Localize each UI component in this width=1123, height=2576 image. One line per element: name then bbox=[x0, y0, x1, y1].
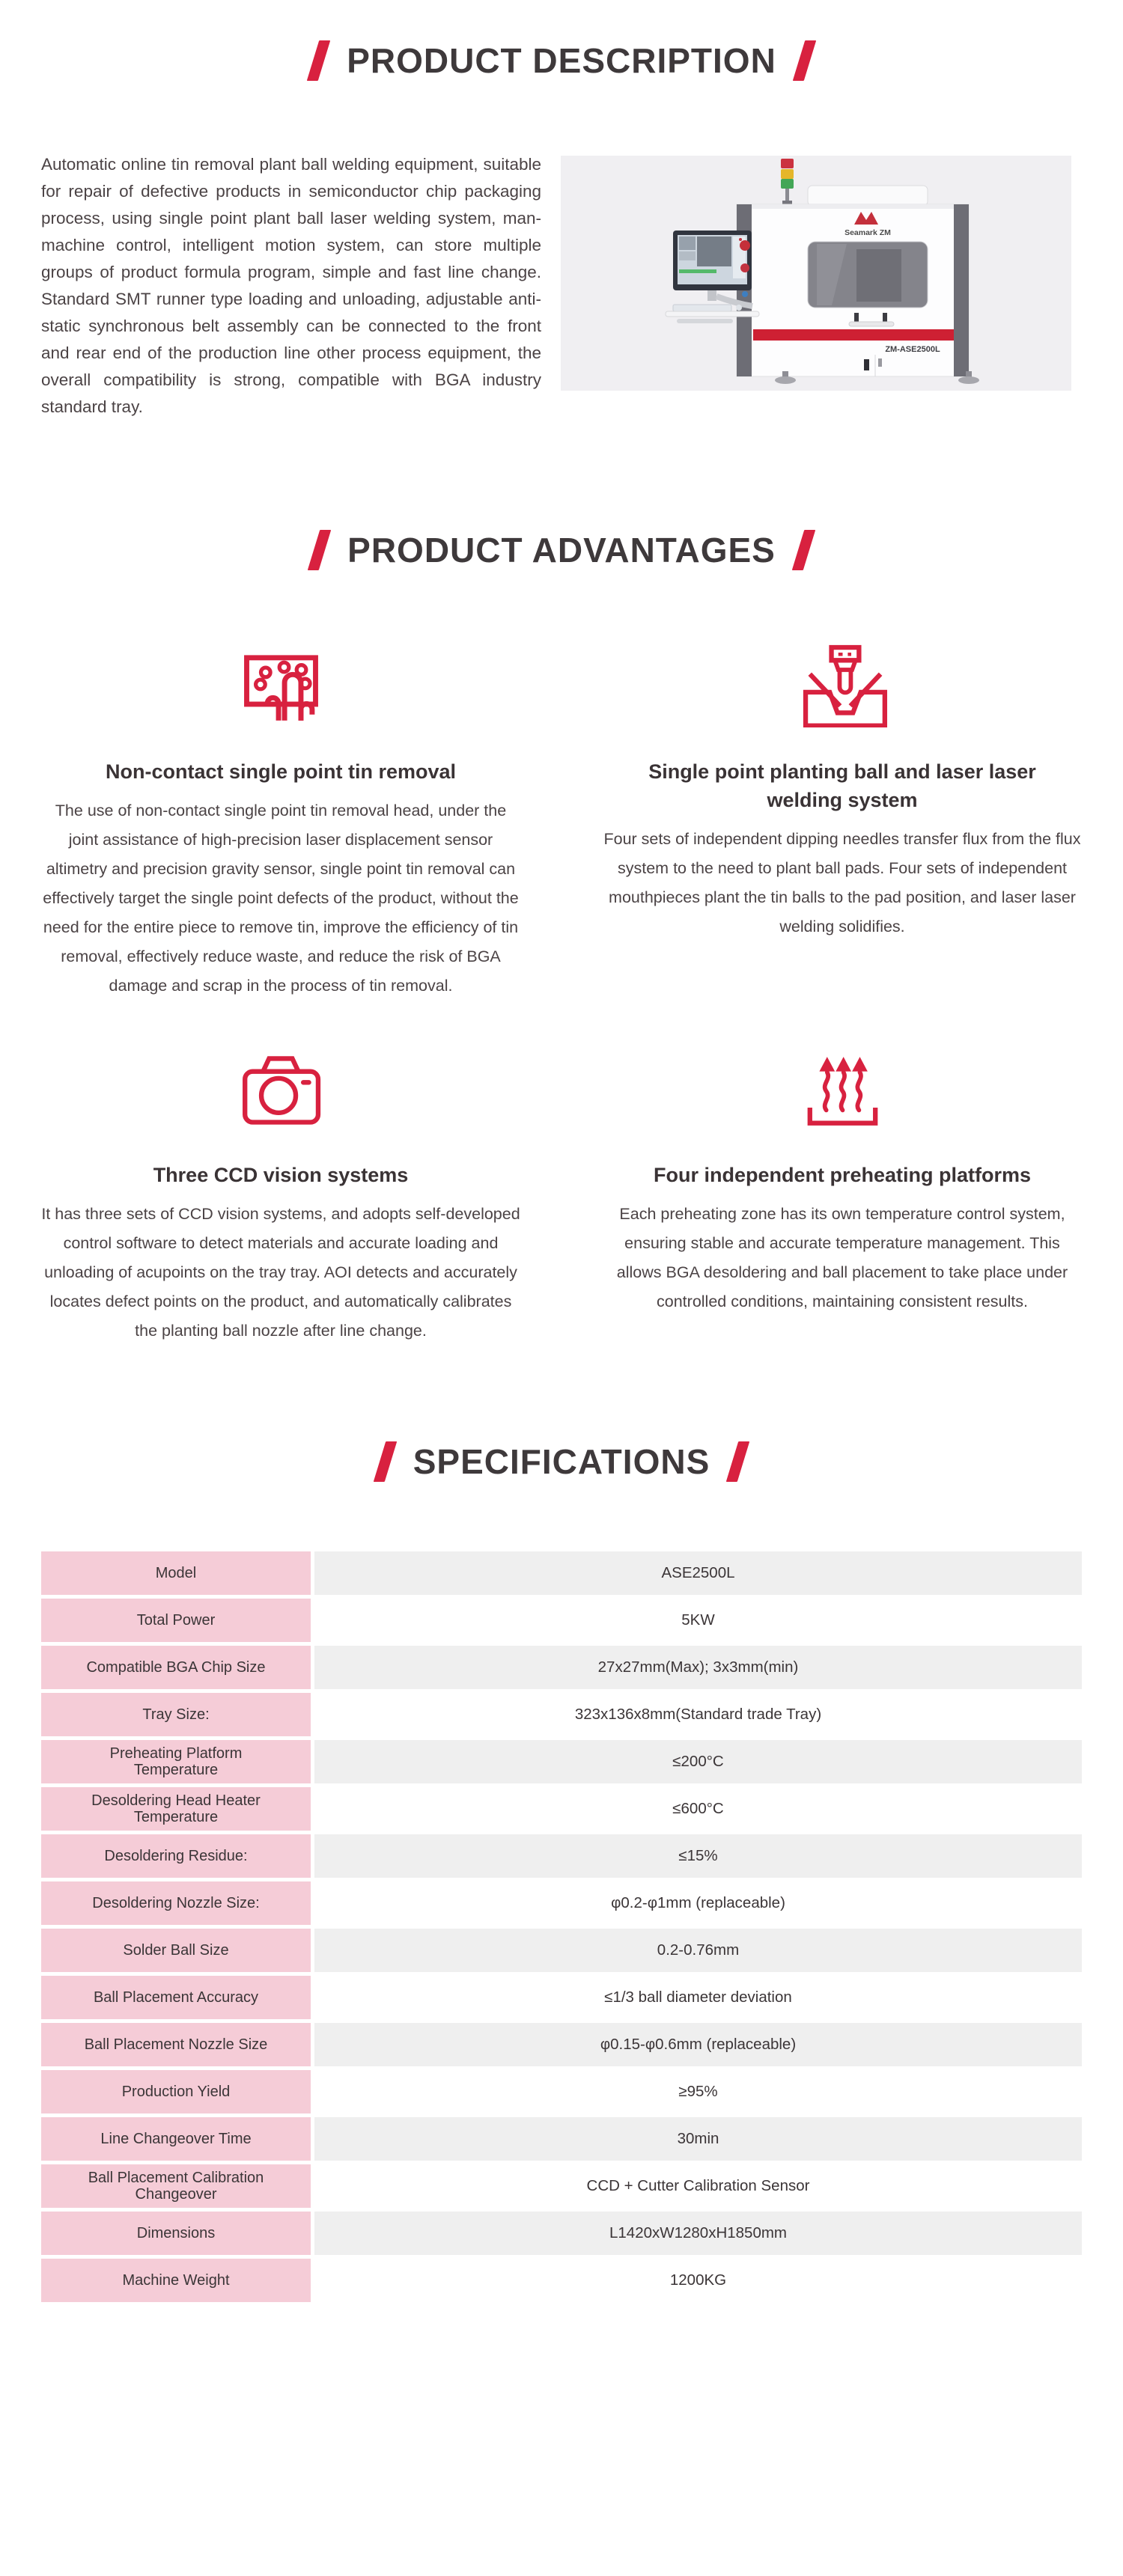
red-slash-icon bbox=[373, 1441, 397, 1482]
advantage-body: Four sets of independent dipping needles transfer flux from the flux system to the need to plant ball pads. Four sets of independent mouthpieces plant the tin balls to the pad position, and laser laser welding solidifies. bbox=[603, 830, 1081, 936]
table-row bbox=[41, 2212, 1082, 2255]
spec-value: ≤600°C bbox=[314, 1787, 1082, 1831]
page-title: PRODUCT DESCRIPTION bbox=[347, 41, 776, 80]
spec-value: 5KW bbox=[314, 1599, 1082, 1642]
spec-label: Ball Placement Accuracy bbox=[41, 1976, 314, 2019]
advantage-title: Single point planting ball and laser laser welding system bbox=[648, 760, 1036, 811]
description-section-title bbox=[0, 0, 1123, 81]
table-row bbox=[41, 1976, 1082, 2019]
table-row bbox=[41, 1929, 1082, 1972]
description-section bbox=[0, 148, 1123, 421]
spec-label: Ball Placement Nozzle Size bbox=[41, 2023, 314, 2066]
preheating-icon bbox=[795, 1040, 890, 1131]
spec-value: ≤15% bbox=[314, 1834, 1082, 1878]
spec-label: Total Power bbox=[41, 1599, 314, 1642]
table-row bbox=[41, 2023, 1082, 2066]
spec-label: Preheating Platform Temperature bbox=[41, 1740, 314, 1783]
red-slash-icon bbox=[726, 1441, 750, 1482]
spec-label: Dimensions bbox=[41, 2212, 314, 2255]
spec-value: 30min bbox=[314, 2117, 1082, 2161]
spec-label: Solder Ball Size bbox=[41, 1929, 314, 1972]
table-row bbox=[41, 1787, 1082, 1831]
description-paragraph: Automatic online tin removal plant ball welding equipment, suitable for repair of defective products in semiconductor chip packaging process, using single point plant ball laser welding system, man-machine control, intelligent motion system, can store multiple groups of product formula program, simple and fast line change. Standard SMT runner type loading and unloading, adjustable anti-static synchronous belt assembly can be connected to the front and rear end of the production line other process equipment, the overall compatibility is strong, compatible with BGA industry standard tray. bbox=[41, 155, 541, 416]
spec-label: Machine Weight bbox=[41, 2259, 314, 2302]
spec-label: Production Yield bbox=[41, 2070, 314, 2113]
table-row bbox=[41, 1740, 1082, 1783]
advantages-section-title bbox=[0, 530, 1123, 570]
advantages-grid bbox=[0, 636, 1123, 1346]
advantage-title: Four independent preheating platforms bbox=[653, 1164, 1032, 1186]
ball-laser-welding-icon bbox=[795, 636, 890, 727]
advantage-card bbox=[562, 636, 1123, 1001]
spec-value: ≤200°C bbox=[314, 1740, 1082, 1783]
table-row bbox=[41, 1834, 1082, 1878]
table-row bbox=[41, 2259, 1082, 2302]
machine-model-label: ZM-ASE2500L bbox=[885, 345, 940, 354]
table-row bbox=[41, 1693, 1082, 1736]
spec-value: CCD + Cutter Calibration Sensor bbox=[314, 2164, 1082, 2208]
table-row bbox=[41, 2164, 1082, 2208]
advantage-body: The use of non-contact single point tin removal head, under the joint assistance of high-precision laser displacement sensor altimetry and precision gravity sensor, single point tin removal can effectively target the single point defects of the product, without the need for the entire piece to remove tin, improve the efficiency of tin removal, effectively reduce waste, and reduce the risk of BGA damage and scrap in the process of tin removal. bbox=[43, 802, 519, 995]
advantage-card bbox=[0, 1040, 562, 1346]
tin-removal-icon bbox=[234, 636, 329, 727]
product-photo bbox=[561, 156, 1071, 391]
spec-label: Line Changeover Time bbox=[41, 2117, 314, 2161]
section-heading: SPECIFICATIONS bbox=[413, 1442, 710, 1481]
table-row bbox=[41, 1599, 1082, 1642]
spec-value: 27x27mm(Max); 3x3mm(min) bbox=[314, 1646, 1082, 1689]
spec-value: 323x136x8mm(Standard trade Tray) bbox=[314, 1693, 1082, 1736]
spec-value: L1420xW1280xH1850mm bbox=[314, 2212, 1082, 2255]
spec-label: Compatible BGA Chip Size bbox=[41, 1646, 314, 1689]
specifications-table bbox=[41, 1548, 1082, 2306]
advantage-title: Non-contact single point tin removal bbox=[105, 760, 457, 783]
machine-illustration bbox=[561, 156, 1071, 391]
spec-value: φ0.2-φ1mm (replaceable) bbox=[314, 1881, 1082, 1925]
brand-name: Seamark ZM bbox=[844, 228, 891, 237]
advantage-body: Each preheating zone has its own temperature control system, ensuring stable and accurate temperature management. This allows BGA desoldering and ball placement to take place under controlled conditions, maintaining consistent results. bbox=[616, 1205, 1068, 1310]
spec-value: 1200KG bbox=[314, 2259, 1082, 2302]
spec-value: ≤1/3 ball diameter deviation bbox=[314, 1976, 1082, 2019]
red-slash-icon bbox=[307, 40, 331, 81]
spec-value: 0.2-0.76mm bbox=[314, 1929, 1082, 1972]
advantage-body: It has three sets of CCD vision systems, and adopts self-developed control software to detect materials and accurate loading and unloading of acupoints on the tray tray. AOI detects and accurately locates defect points on the product, and automatically calibrates the planting ball nozzle after line change. bbox=[41, 1205, 520, 1340]
table-row bbox=[41, 2070, 1082, 2113]
advantage-title: Three CCD vision systems bbox=[153, 1164, 409, 1186]
table-row bbox=[41, 2117, 1082, 2161]
red-slash-icon bbox=[793, 40, 817, 81]
spec-value: ≥95% bbox=[314, 2070, 1082, 2113]
advantage-card bbox=[562, 1040, 1123, 1346]
advantage-card bbox=[0, 636, 562, 1001]
section-heading: PRODUCT ADVANTAGES bbox=[347, 531, 776, 570]
spec-label: Model bbox=[41, 1551, 314, 1595]
table-row bbox=[41, 1646, 1082, 1689]
spec-label: Ball Placement Calibration Changeover bbox=[41, 2164, 314, 2208]
spec-value: ASE2500L bbox=[314, 1551, 1082, 1595]
table-row bbox=[41, 1551, 1082, 1595]
spec-label: Desoldering Nozzle Size: bbox=[41, 1881, 314, 1925]
spec-value: φ0.15-φ0.6mm (replaceable) bbox=[314, 2023, 1082, 2066]
ccd-camera-icon bbox=[234, 1040, 329, 1131]
specifications-section-title bbox=[0, 1441, 1123, 1482]
spec-label: Desoldering Head Heater Temperature bbox=[41, 1787, 314, 1831]
red-slash-icon bbox=[792, 530, 816, 570]
spec-label: Desoldering Residue: bbox=[41, 1834, 314, 1878]
spec-label: Tray Size: bbox=[41, 1693, 314, 1736]
table-row bbox=[41, 1881, 1082, 1925]
red-slash-icon bbox=[308, 530, 332, 570]
